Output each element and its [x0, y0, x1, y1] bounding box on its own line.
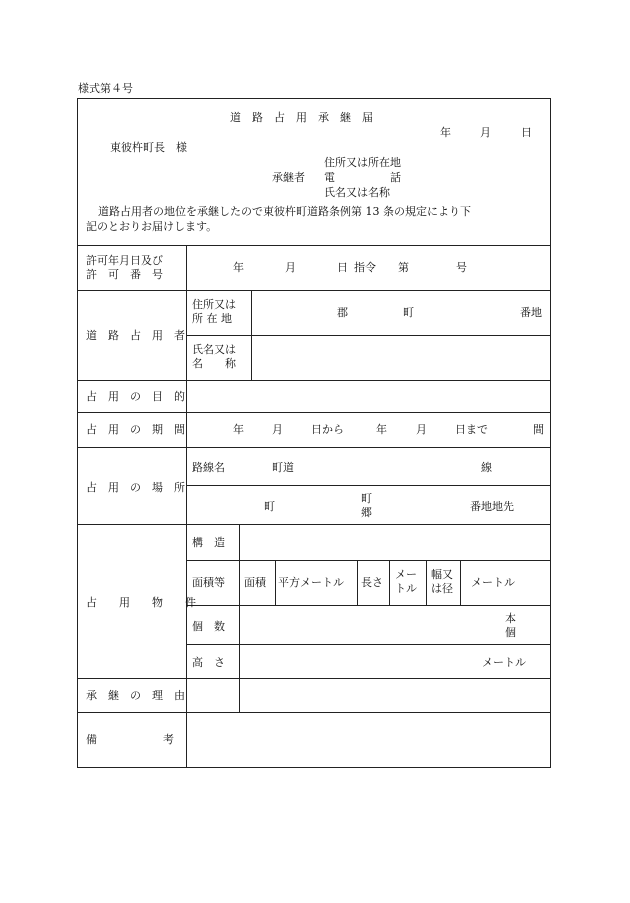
permit-dai: 第 — [398, 261, 409, 274]
period-year2: 年 — [376, 423, 387, 436]
notification-form — [77, 98, 551, 768]
width-label: 幅又 は径 — [431, 568, 453, 595]
occupant-cho: 町 — [403, 306, 414, 319]
occupant-gun: 郡 — [337, 306, 348, 319]
object-label: 占 用 物 件 — [86, 596, 196, 609]
purpose-label: 占 用 の 目 的 — [86, 390, 185, 403]
location-cho-go: 町 郷 — [361, 492, 372, 519]
permit-directive: 指令 — [354, 261, 376, 274]
town-road-label: 町道 — [272, 461, 294, 474]
permit-month: 月 — [285, 261, 296, 274]
permit-label: 許可年月日及び 許 可 番 号 — [86, 254, 163, 281]
reason-label: 承 継 の 理 由 — [86, 689, 185, 702]
area-etc-label: 面積等 — [192, 576, 225, 589]
period-kan: 間 — [533, 423, 544, 436]
location-cho: 町 — [264, 500, 275, 513]
period-year1: 年 — [233, 423, 244, 436]
permit-go: 号 — [456, 261, 467, 274]
form-title: 道 路 占 用 承 継 届 — [230, 111, 373, 124]
period-label: 占 用 の 期 間 — [86, 423, 185, 436]
date-day-label: 日 — [521, 126, 532, 139]
width-unit: メートル — [471, 576, 515, 589]
occupant-name-label: 氏名又は 名 称 — [192, 343, 236, 370]
period-from: 日から — [311, 423, 344, 436]
body-text-line2: 記のとおりお届けします。 — [86, 220, 218, 233]
count-units: 本 個 — [505, 612, 516, 639]
permit-year: 年 — [233, 261, 244, 274]
date-month-label: 月 — [480, 126, 491, 139]
location-banchi-saki: 番地地先 — [470, 500, 514, 513]
occupant-label: 道 路 占 用 者 — [86, 329, 185, 342]
phone-label: 電 話 — [324, 171, 401, 184]
height-label: 高 さ — [192, 656, 225, 669]
form-number: 様式第４号 — [78, 82, 133, 95]
date-year-label: 年 — [440, 126, 451, 139]
occupant-banchi: 番地 — [520, 306, 542, 319]
line-label: 線 — [481, 461, 492, 474]
occupant-address-label: 住所又は 所 在 地 — [192, 298, 236, 325]
addressee: 東彼杵町長 様 — [110, 141, 187, 154]
sqm-label: 平方メートル — [278, 576, 344, 589]
length-label: 長さ — [361, 576, 383, 589]
remarks-label: 備 考 — [86, 733, 174, 746]
permit-day: 日 — [337, 261, 348, 274]
name-label: 氏名又は名称 — [324, 186, 390, 199]
area-label: 面積 — [244, 576, 266, 589]
location-label: 占 用 の 場 所 — [86, 481, 185, 494]
structure-label: 構 造 — [192, 536, 225, 549]
height-unit: メートル — [482, 656, 526, 669]
period-month2: 月 — [416, 423, 427, 436]
count-label: 個 数 — [192, 620, 225, 633]
applicant-label: 承継者 — [272, 171, 305, 184]
length-unit: メー トル — [395, 568, 417, 595]
period-month1: 月 — [272, 423, 283, 436]
route-name-label: 路線名 — [192, 461, 225, 474]
address-label: 住所又は所在地 — [324, 156, 401, 169]
body-text-line1: 道路占用者の地位を承継したので東彼杵町道路条例第 13 条の規定により下 — [98, 205, 471, 218]
period-until: 日まで — [455, 423, 488, 436]
